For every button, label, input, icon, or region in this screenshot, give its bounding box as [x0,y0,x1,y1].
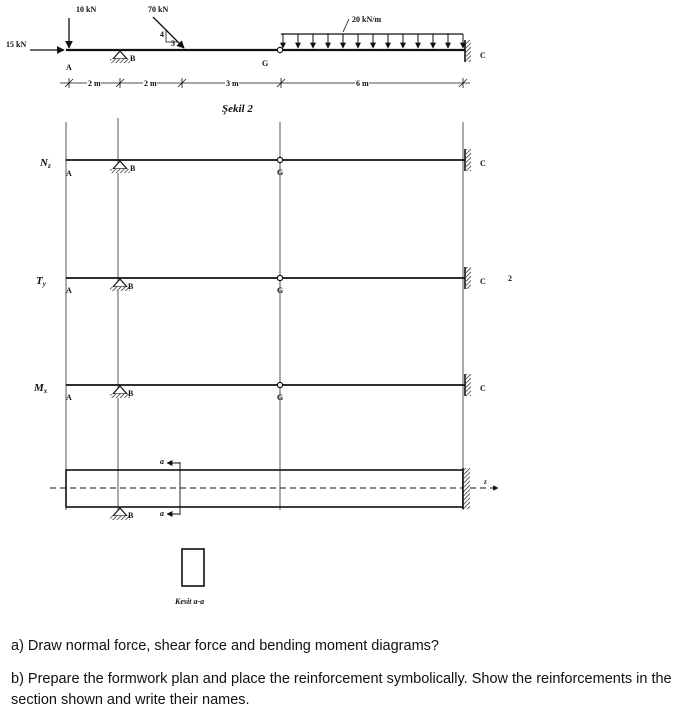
point-a-label: A [66,286,72,295]
point-g-label: G [277,168,284,177]
fixed-support-c [466,267,471,289]
point-g-label: G [277,286,284,295]
slope-horizontal: 3 [171,39,175,48]
margin-number: 2 [508,274,512,283]
point-c-label: C [480,159,486,168]
inclined-force-arrow [153,17,184,48]
fixed-support-c [466,374,471,396]
dimension-2: 2 m [144,79,157,88]
section-caption: Kesit a-a [175,597,205,606]
point-b-label: B [130,164,136,173]
point-b-label: B [128,511,134,520]
point-c-label: C [480,384,486,393]
fixed-support-c [466,149,471,171]
beam-outline [66,470,463,507]
point-b-label: B [128,389,134,398]
reference-lines [66,118,463,520]
cross-section [182,549,204,586]
slope-vertical: 4 [160,30,164,39]
horizontal-force-label: 15 kN [6,40,27,49]
normal-force-label: Nz [40,157,51,170]
shear-force-diagram [36,267,512,295]
point-b-label: B [128,282,134,291]
support-b [110,279,130,291]
point-g-label: G [277,393,284,402]
hinge-g [277,47,282,52]
axis-label: z [484,478,487,486]
question-a: a) Draw normal force, shear force and bending moment diagrams? [11,638,439,654]
support-b [110,161,130,173]
support-b [110,508,130,520]
dimension-line [60,78,470,88]
bending-moment-label: Mx [34,382,48,395]
distributed-load [283,34,463,48]
point-b-label: B [130,54,136,63]
point-c-label: C [480,51,486,60]
shear-force-label: Ty [36,275,46,288]
fixed-support-c-hatch [463,468,470,509]
section-mark-top: a [160,457,164,466]
bending-moment-diagram [33,374,486,402]
figure-caption: Şekil 2 [222,103,253,115]
support-b [110,386,130,398]
hinge-g [277,157,282,162]
hinge-g [277,382,282,387]
point-a-label: A [66,393,72,402]
dimension-1: 2 m [88,79,101,88]
point-a-label: A [66,169,72,178]
question-b: b) Prepare the formwork plan and place the reinforcement symbolically. Show the reinforcements in the section shown and write their names. [11,671,672,708]
loaded-beam [6,5,486,115]
support-b-top [110,51,130,63]
dimension-4: 6 m [356,79,369,88]
point-c-label: C [480,277,486,286]
point-a-label: A [66,63,72,72]
beam-elevation [50,457,498,520]
point-g-label: G [262,59,269,68]
distributed-load-label: 20 kN/m [352,15,382,24]
dimension-3: 3 m [226,79,239,88]
hinge-g [277,275,282,280]
vertical-force-label: 10 kN [76,5,97,14]
section-mark-bottom: a [160,509,164,518]
inclined-force-label: 70 kN [148,5,169,14]
fixed-support-c-hatch [466,40,471,62]
distributed-load-leader [343,19,349,32]
normal-force-diagram [39,149,486,178]
